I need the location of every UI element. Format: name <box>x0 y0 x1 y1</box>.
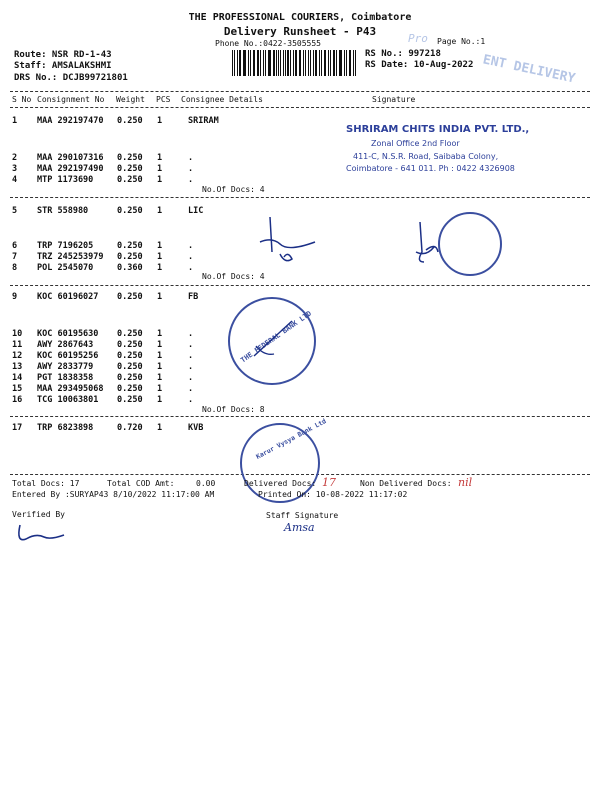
cell-consignment: AWY 2867643 <box>37 340 94 350</box>
col-sno: S No <box>12 95 32 104</box>
cell-details: . <box>188 153 194 163</box>
barcode-bar <box>257 50 259 76</box>
cell-consignment: PGT 1838358 <box>37 373 94 383</box>
barcode-bar <box>254 50 255 76</box>
total-cod-value: 0.00 <box>196 479 216 488</box>
lic-stamp <box>438 212 502 276</box>
barcode-bar <box>305 50 306 76</box>
verified-by: Verified By <box>12 510 65 519</box>
cell-pcs: 1 <box>157 351 163 361</box>
total-cod-label: Total COD Amt: <box>107 479 175 488</box>
col-details: Consignee Details <box>181 95 263 104</box>
col-signature: Signature <box>372 95 416 104</box>
cell-sno: 7 <box>12 252 18 262</box>
barcode-bar <box>278 50 279 76</box>
cell-sno: 8 <box>12 263 18 273</box>
cell-weight: 0.250 <box>117 252 143 262</box>
rs-number: RS No.: 997218 <box>365 49 441 59</box>
printed-on: Printed On: 10-08-2022 11:17:02 <box>258 490 408 499</box>
cell-weight: 0.250 <box>117 241 143 251</box>
watermark-delivery: ENT DELIVERY <box>481 52 577 87</box>
barcode-bar <box>290 50 291 76</box>
cell-consignment: TRP 7196205 <box>37 241 94 251</box>
cell-weight: 0.250 <box>117 362 143 372</box>
barcode-bar <box>349 50 350 76</box>
cell-weight: 0.250 <box>117 206 143 216</box>
federal-bank-text: THE FEDERAL BANK LTD <box>239 309 313 365</box>
barcode-bar <box>346 50 347 76</box>
delivered-docs: Delivered Docs: <box>244 479 317 488</box>
cell-sno: 14 <box>12 373 23 383</box>
barcode-bar <box>250 50 251 76</box>
barcode-bar <box>313 50 314 76</box>
cell-details: . <box>188 395 194 405</box>
cell-weight: 0.250 <box>117 395 143 405</box>
cell-weight: 0.250 <box>117 373 143 383</box>
cell-pcs: 1 <box>157 329 163 339</box>
barcode-bar <box>253 50 254 76</box>
cell-weight: 0.250 <box>117 153 143 163</box>
cell-sno: 4 <box>12 175 18 185</box>
cell-consignment: KOC 60196027 <box>37 292 99 302</box>
cell-sno: 9 <box>12 292 18 302</box>
cell-pcs: 1 <box>157 362 163 372</box>
barcode-bar <box>239 50 241 76</box>
rs-date: RS Date: 10-Aug-2022 <box>365 60 474 70</box>
cell-weight: 0.250 <box>117 351 143 361</box>
cell-details: . <box>188 351 194 361</box>
cell-pcs: 1 <box>157 395 163 405</box>
cell-consignment: MTP 1173690 <box>37 175 94 185</box>
cell-pcs: 1 <box>157 423 163 433</box>
barcode-bar <box>295 50 297 76</box>
cell-consignment: MAA 293495068 <box>37 384 104 394</box>
cell-pcs: 1 <box>157 373 163 383</box>
kvb-text: Karur Vysya Bank Ltd <box>254 417 328 461</box>
barcode-bar <box>319 50 320 76</box>
barcode-bar <box>268 50 269 76</box>
barcode-bar <box>260 50 261 76</box>
cell-pcs: 1 <box>157 252 163 262</box>
cell-weight: 0.720 <box>117 423 143 433</box>
cell-details: . <box>188 263 194 273</box>
barcode-bar <box>232 50 233 76</box>
barcode-bar <box>330 50 331 76</box>
barcode-bar <box>303 50 304 76</box>
cell-consignment: MAA 292197470 <box>37 116 104 126</box>
col-pcs: PCS <box>156 95 171 104</box>
barcode-bar <box>293 50 294 76</box>
barcode-bar <box>243 50 244 76</box>
barcode-bar <box>350 50 351 76</box>
route: Route: NSR RD-1-43 <box>14 50 112 60</box>
header-rule-bottom <box>10 107 590 108</box>
cell-consignment: STR 558980 <box>37 206 89 216</box>
cell-pcs: 1 <box>157 175 163 185</box>
cell-details: LIC <box>188 206 204 216</box>
cell-consignment: TRP 6823898 <box>37 423 94 433</box>
barcode-bar <box>280 50 281 76</box>
non-delivered-handwritten: nil <box>458 476 473 489</box>
barcode-bar <box>237 50 238 76</box>
shriram-stamp-line3: Coimbatore - 641 011. Ph : 0422 4326908 <box>346 164 515 173</box>
cell-consignment: KOC 60195630 <box>37 329 99 339</box>
barcode-bar <box>321 50 322 76</box>
non-delivered-docs: Non Delivered Docs: <box>360 479 452 488</box>
shriram-stamp-line1: Zonal Office 2nd Floor <box>371 139 460 148</box>
cell-details: . <box>188 252 194 262</box>
shriram-stamp-name: SHRIRAM CHITS INDIA PVT. LTD., <box>346 124 530 135</box>
cell-sno: 15 <box>12 384 23 394</box>
barcode-bar <box>265 50 266 76</box>
cell-sno: 16 <box>12 395 23 405</box>
cell-weight: 0.360 <box>117 263 143 273</box>
cell-weight: 0.250 <box>117 329 143 339</box>
header-rule-top <box>10 91 590 92</box>
barcode-bar <box>328 50 329 76</box>
verified-signature <box>12 520 72 550</box>
cell-consignment: MAA 290107316 <box>37 153 104 163</box>
cell-details: FB <box>188 292 199 302</box>
group-doc-count: No.Of Docs: 4 <box>202 185 265 194</box>
cell-consignment: AWY 2833779 <box>37 362 94 372</box>
cell-pcs: 1 <box>157 384 163 394</box>
barcode-bar <box>269 50 270 76</box>
cell-details: . <box>188 384 194 394</box>
barcode-bar <box>344 50 345 76</box>
cell-details: KVB <box>188 423 204 433</box>
cell-weight: 0.250 <box>117 292 143 302</box>
delivered-docs-handwritten: 17 <box>322 476 336 489</box>
cell-details: . <box>188 164 194 174</box>
cell-pcs: 1 <box>157 263 163 273</box>
cell-pcs: 1 <box>157 116 163 126</box>
company-name: THE PROFESSIONAL COURIERS, Coimbatore <box>188 12 412 23</box>
barcode-bar <box>276 50 277 76</box>
cell-sno: 3 <box>12 164 18 174</box>
cell-details: . <box>188 362 194 372</box>
barcode-bar <box>273 50 275 76</box>
document-title: Delivery Runsheet - P43 <box>223 25 377 38</box>
entered-by: Entered By :SURYAP43 8/10/2022 11:17:00 AM <box>12 490 215 499</box>
cell-consignment: TRZ 245253979 <box>37 252 104 262</box>
cell-consignment: KOC 60195256 <box>37 351 99 361</box>
cell-sno: 6 <box>12 241 18 251</box>
cell-details: SRIRAM <box>188 116 219 126</box>
col-weight: Weight <box>116 95 145 104</box>
fb-signature <box>244 316 304 366</box>
cell-sno: 1 <box>12 116 18 126</box>
cell-pcs: 1 <box>157 340 163 350</box>
lic-signature <box>250 212 330 272</box>
cell-consignment: MAA 292197490 <box>37 164 104 174</box>
group-doc-count: No.Of Docs: 4 <box>202 272 265 281</box>
cell-details: . <box>188 175 194 185</box>
barcode-bar <box>308 50 309 76</box>
total-docs: Total Docs: 17 <box>12 479 80 488</box>
staff-name: Staff: AMSALAKSHMI <box>14 61 112 71</box>
staff-signature-label: Staff Signature <box>266 511 339 520</box>
barcode-bar <box>285 50 286 76</box>
staff-signature-handwritten: Amsa <box>284 521 315 534</box>
cell-details: . <box>188 241 194 251</box>
group-doc-count: No.Of Docs: 8 <box>202 405 265 414</box>
barcode-bar <box>333 50 335 76</box>
barcode-bar <box>300 50 301 76</box>
barcode-bar <box>244 50 245 76</box>
cell-details: . <box>188 373 194 383</box>
barcode-bar <box>315 50 317 76</box>
cell-consignment: TCG 10063801 <box>37 395 99 405</box>
cell-sno: 17 <box>12 423 23 433</box>
cell-details: . <box>188 340 194 350</box>
cell-sno: 10 <box>12 329 23 339</box>
barcode-bar <box>355 50 356 76</box>
cell-details: . <box>188 329 194 339</box>
shriram-stamp-line2: 411-C, N.S.R. Road, Saibaba Colony, <box>353 152 499 161</box>
cell-sno: 5 <box>12 206 18 216</box>
cell-sno: 13 <box>12 362 23 372</box>
barcode-bar <box>287 50 288 76</box>
cell-sno: 11 <box>12 340 23 350</box>
cell-weight: 0.250 <box>117 340 143 350</box>
cell-pcs: 1 <box>157 241 163 251</box>
barcode-bar <box>263 50 264 76</box>
phone-number: Phone No.:0422-3505555 <box>215 39 321 48</box>
barcode <box>232 50 358 76</box>
barcode-bar <box>234 50 235 76</box>
cell-weight: 0.250 <box>117 175 143 185</box>
col-consignment: Consignment No <box>37 95 105 104</box>
watermark-pro: Pro <box>408 32 428 45</box>
barcode-bar <box>340 50 341 76</box>
cell-sno: 12 <box>12 351 23 361</box>
barcode-bar <box>299 50 300 76</box>
barcode-bar <box>353 50 354 76</box>
cell-weight: 0.250 <box>117 116 143 126</box>
group-divider <box>10 197 590 198</box>
barcode-bar <box>310 50 311 76</box>
group-divider <box>10 285 590 286</box>
barcode-bar <box>339 50 340 76</box>
cell-pcs: 1 <box>157 164 163 174</box>
cell-pcs: 1 <box>157 153 163 163</box>
page-number: Page No.:1 <box>437 37 486 46</box>
cell-pcs: 1 <box>157 292 163 302</box>
barcode-bar <box>336 50 337 76</box>
cell-weight: 0.250 <box>117 384 143 394</box>
cell-sno: 2 <box>12 153 18 163</box>
cell-consignment: POL 2545070 <box>37 263 94 273</box>
barcode-bar <box>324 50 325 76</box>
drs-number: DRS No.: DCJB99721801 <box>14 73 128 83</box>
cell-pcs: 1 <box>157 206 163 216</box>
barcode-bar <box>325 50 326 76</box>
barcode-bar <box>248 50 249 76</box>
barcode-bar <box>283 50 284 76</box>
cell-weight: 0.250 <box>117 164 143 174</box>
group-divider <box>10 416 590 417</box>
